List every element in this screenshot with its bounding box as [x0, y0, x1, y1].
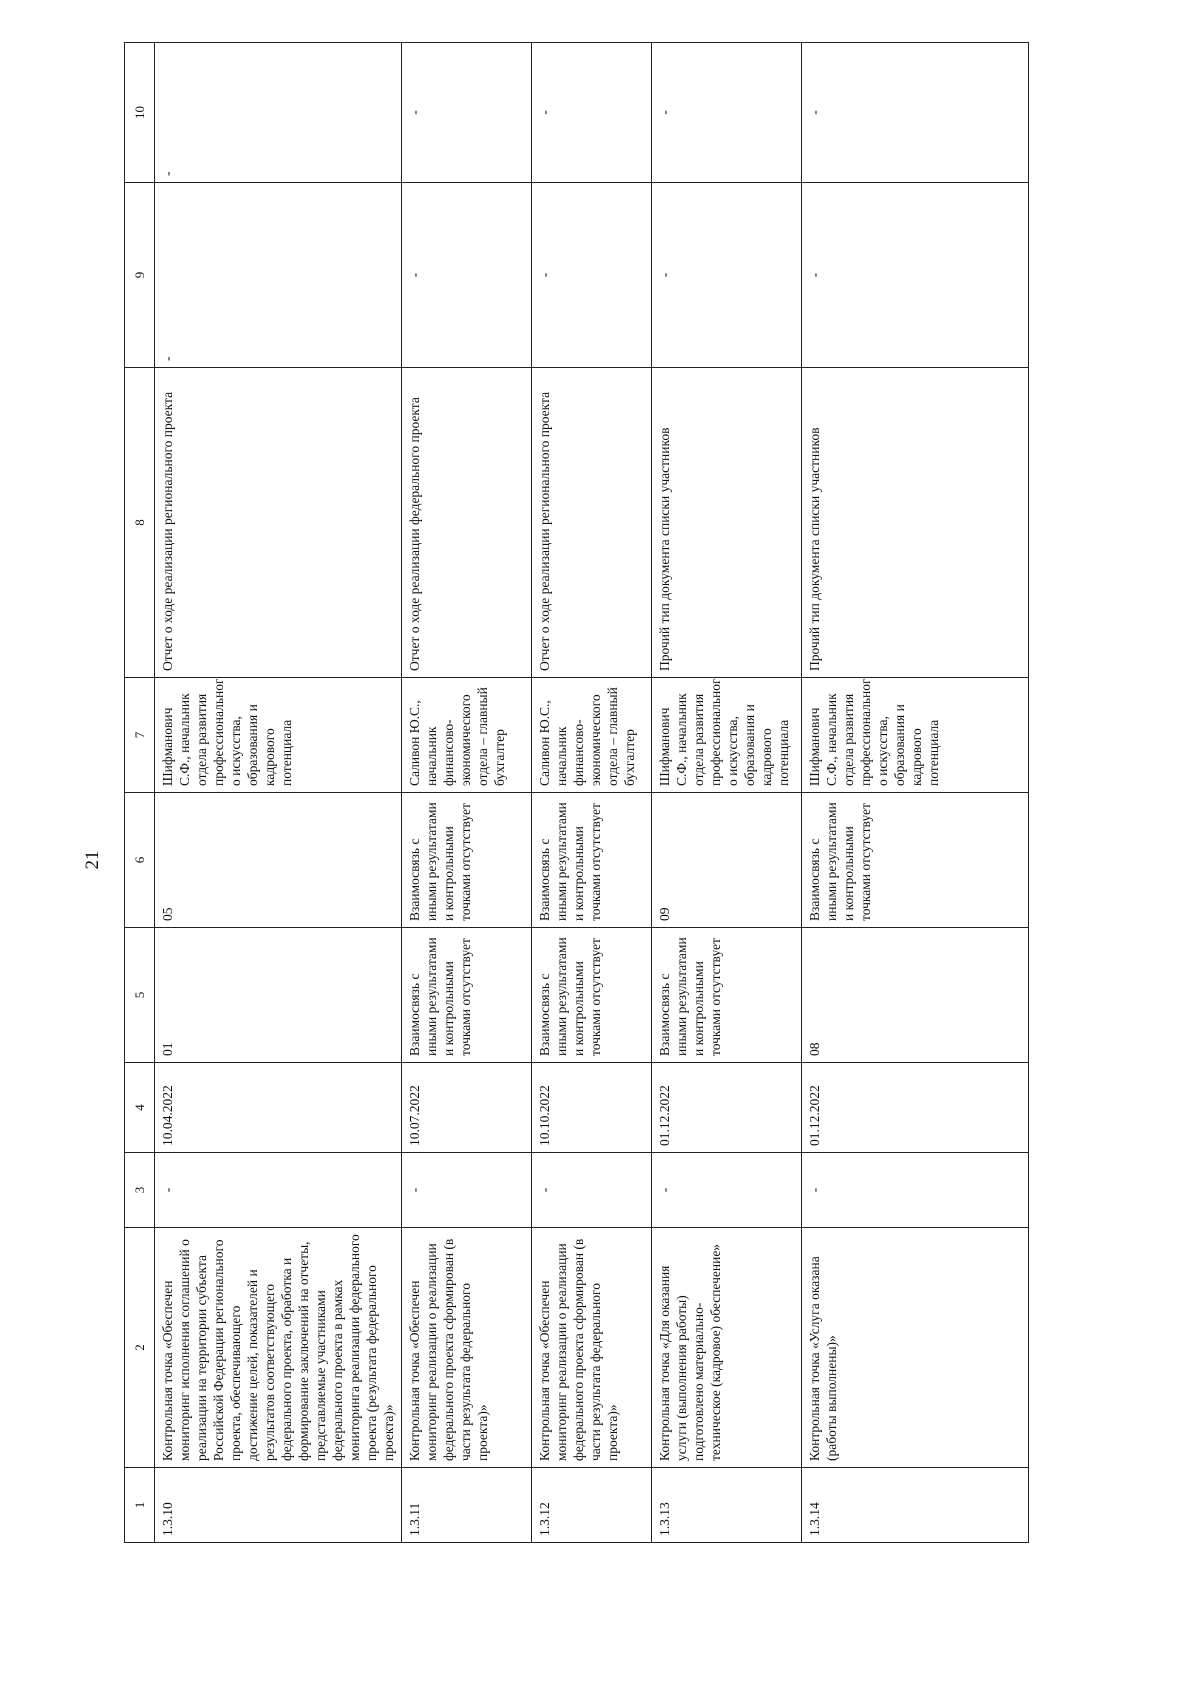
- header-cell: 5: [125, 928, 155, 1063]
- date-cell: 10.07.2022: [402, 1063, 532, 1153]
- header-cell: 7: [125, 678, 155, 793]
- header-cell: 8: [125, 368, 155, 678]
- header-cell: 9: [125, 183, 155, 368]
- control-point-name: Контрольная точка «Для оказания услуги (выполнения работы) подготовлено материально-техническое (кадровое) обеспечение»: [652, 1228, 802, 1468]
- date-cell: 01.12.2022: [652, 1063, 802, 1153]
- header-cell: 3: [125, 1153, 155, 1228]
- header-cell: 1: [125, 1468, 155, 1543]
- cell-col5: 08: [802, 928, 1029, 1063]
- responsible-cell: Саливон Ю.С., начальник финансово-экономического отдела – главный бухгалтер: [532, 678, 652, 793]
- responsible-cell: Шифманович С.Ф., начальник отдела развития профессиональног о искусства, образования и кадрового потенциала: [155, 678, 402, 793]
- cell-col5: 01: [155, 928, 402, 1063]
- header-cell: 4: [125, 1063, 155, 1153]
- responsible-cell: Шифманович С.Ф., начальник отдела развития профессиональног о искусства, образования и кадрового потенциала: [652, 678, 802, 793]
- header-cell: 2: [125, 1228, 155, 1468]
- header-cell: 6: [125, 793, 155, 928]
- table-wrapper: [124, 43, 1029, 1543]
- cell-col6: Взаимосвязь с иными результатами и контрольными точками отсутствует: [532, 793, 652, 928]
- cell-col9: -: [402, 183, 532, 368]
- cell-col5: Взаимосвязь с иными результатами и контрольными точками отсутствует: [532, 928, 652, 1063]
- cell-col5: Взаимосвязь с иными результатами и контрольными точками отсутствует: [402, 928, 532, 1063]
- cell-col10: -: [155, 43, 402, 183]
- responsible-cell: Саливон Ю.С., начальник финансово-экономического отдела – главный бухгалтер: [402, 678, 532, 793]
- cell-col5: Взаимосвязь с иными результатами и контрольными точками отсутствует: [652, 928, 802, 1063]
- table-row: [652, 43, 802, 1543]
- document-cell: Прочий тип документа списки участников: [802, 368, 1029, 678]
- cell-col3: -: [402, 1153, 532, 1228]
- row-id: 1.3.11: [402, 1468, 532, 1543]
- cell-col6: 09: [652, 793, 802, 928]
- document-cell: Отчет о ходе реализации федерального проекта: [402, 368, 532, 678]
- table-row: [532, 43, 652, 1543]
- control-point-name: Контрольная точка «Обеспечен мониторинг реализации о реализации федерального проекта сформирован (в части результата федерального проекта)»: [402, 1228, 532, 1468]
- row-id: 1.3.13: [652, 1468, 802, 1543]
- table-row: [802, 43, 1029, 1543]
- control-point-name: Контрольная точка «Обеспечен мониторинг реализации о реализации федерального проекта сформирован (в части результата федерального проекта)»: [532, 1228, 652, 1468]
- control-point-name: Контрольная точка «Обеспечен мониторинг исполнения соглашений о реализации на территории субъекта Российской Федерации регионального проекта, обеспечивающего достижение целей, показателей и результатов соответствующего федерального проекта, обработка и формирование заключений на отчеты, представляемые участниками федерального проекта в рамках мониторинга реализации федерального проекта (результата федерального проекта)»: [155, 1228, 402, 1468]
- date-cell: 10.10.2022: [532, 1063, 652, 1153]
- date-cell: 10.04.2022: [155, 1063, 402, 1153]
- date-cell: 01.12.2022: [802, 1063, 1029, 1153]
- cell-col6: 05: [155, 793, 402, 928]
- header-cell: 10: [125, 43, 155, 183]
- cell-col3: -: [652, 1153, 802, 1228]
- cell-col6: Взаимосвязь с иными результатами и контрольными точками отсутствует: [402, 793, 532, 928]
- table-row: [155, 43, 402, 1543]
- cell-col3: -: [802, 1153, 1029, 1228]
- control-points-table: [124, 42, 1029, 1543]
- page-number: 21: [82, 850, 103, 870]
- row-id: 1.3.14: [802, 1468, 1029, 1543]
- cell-col10: -: [402, 43, 532, 183]
- row-id: 1.3.10: [155, 1468, 402, 1543]
- document-cell: Отчет о ходе реализации регионального проекта: [532, 368, 652, 678]
- cell-col9: -: [802, 183, 1029, 368]
- responsible-cell: Шифманович С.Ф., начальник отдела развития профессиональног о искусства, образования и кадрового потенциала: [802, 678, 1029, 793]
- cell-col3: -: [155, 1153, 402, 1228]
- document-cell: Отчет о ходе реализации регионального проекта: [155, 368, 402, 678]
- control-point-name: Контрольная точка «Услуга оказана (работы выполнены)»: [802, 1228, 1029, 1468]
- cell-col10: -: [532, 43, 652, 183]
- cell-col9: -: [155, 183, 402, 368]
- cell-col9: -: [532, 183, 652, 368]
- cell-col9: -: [652, 183, 802, 368]
- header-row: [125, 43, 155, 1543]
- table-row: [402, 43, 532, 1543]
- document-cell: Прочий тип документа списки участников: [652, 368, 802, 678]
- cell-col10: -: [802, 43, 1029, 183]
- cell-col3: -: [532, 1153, 652, 1228]
- cell-col10: -: [652, 43, 802, 183]
- cell-col6: Взаимосвязь с иными результатами и контрольными точками отсутствует: [802, 793, 1029, 928]
- row-id: 1.3.12: [532, 1468, 652, 1543]
